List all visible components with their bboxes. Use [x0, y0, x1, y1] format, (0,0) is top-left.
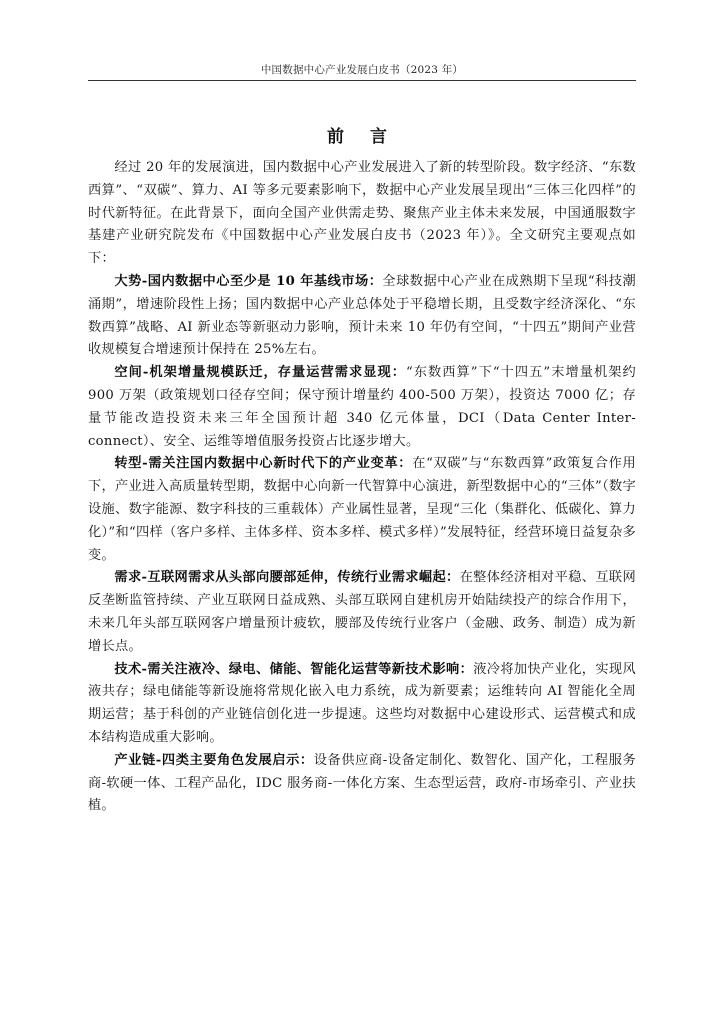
page-title: 前 言	[327, 127, 397, 147]
paragraph-text: 经过 20 年的发展演进，国内数据中心产业发展进入了新的转型阶段。数字经济、“东数西算”、“双碳”、算力、AI 等多元要素影响下，数据中心产业发展呈现出“三体三化四样”的时代新特征。在此背景下，面向全国产业供需走势、聚焦产业主体未来发展，中国通服数字基建产业研究院发布《中国数据中心产业发展白皮书（2023 年）》。全文研究主要观点如下：	[88, 160, 636, 267]
paragraph-text: “东数西算”下“十四五”末增量机架约 900 万架（政策规划口径存空间；保守预计增量约 400-500 万架），投资达 7000 亿；存量节能改造投资未来三年全国预计超 340 亿元体量，DCI（Data Center Inter-connect）、安全、运维等增值服务投资占比逐步增大。	[88, 365, 636, 449]
paragraph-space	[88, 362, 636, 453]
running-header: 中国数据中心产业发展白皮书（2023 年）	[260, 64, 464, 76]
paragraph-industry-chain	[88, 750, 636, 818]
paragraph-intro	[88, 157, 636, 271]
paragraph-text: 设备供应商-设备定制化、数智化、国产化，工程服务商-软硬一体、工程产品化，IDC 服务商-一体化方案、生态型运营，政府-市场牵引、产业扶植。	[88, 752, 636, 814]
paragraph-lead: 技术-需关注液冷、绿电、储能、智能化运营等新技术影响：	[114, 661, 474, 677]
paragraph-text: 液冷将加快产业化，实现风液共存；绿电储能等新设施将常规化嵌入电力系统，成为新要素；运维转向 AI 智能化全周期运营；基于科创的产业链信创化进一步提速。这些均对数据中心建设形式、运营模式和成本结构造成重大影响。	[88, 661, 636, 745]
paragraph-trend	[88, 271, 636, 362]
paragraph-demand	[88, 567, 636, 658]
paragraph-lead: 需求-互联网需求从头部向腰部延伸，传统行业需求崛起：	[114, 570, 460, 586]
paragraph-text: 在整体经济相对平稳、互联网反垄断监管持续、产业互联网日益成熟、头部互联网自建机房开始陆续投产的综合作用下，未来几年头部互联网客户增量预计疲软，腰部及传统行业客户（金融、政务、制造）成为新增长点。	[88, 570, 636, 654]
paragraph-text: 全球数据中心产业在成熟期下呈现“科技潮涌期”，增速阶段性上扬；国内数据中心产业总体处于平稳增长期，且受数字经济深化、“东数西算”战略、AI 新业态等新驱动力影响，预计未来 10 年仍有空间，“十四五”期间产业营收规模复合增速预计保持在 25%左右。	[88, 273, 636, 358]
paragraph-lead: 空间-机架增量规模跃迁，存量运营需求显现：	[114, 365, 406, 381]
paragraph-lead: 产业链-四类主要角色发展启示：	[114, 752, 314, 768]
body-text	[88, 157, 636, 818]
paragraph-technology	[88, 659, 636, 750]
header-divider	[88, 80, 636, 81]
paragraph-transformation	[88, 453, 636, 567]
paragraph-lead: 转型-需关注国内数据中心新时代下的产业变革：	[114, 456, 413, 472]
paragraph-lead: 大势-国内数据中心至少是 10 年基线市场：	[114, 273, 383, 289]
paragraph-text: 在“双碳”与“东数西算”政策复合作用下，产业进入高质量转型期，数据中心向新一代智算中心演进，新型数据中心的“三体”（数字设施、数字能源、数字科技的三重载体）产业属性显著，呈现“三化（集群化、低碳化、算力化）”和“四样（客户多样、主体多样、资本多样、模式多样）”发展特征，经营环境日益复杂多变。	[88, 456, 636, 563]
